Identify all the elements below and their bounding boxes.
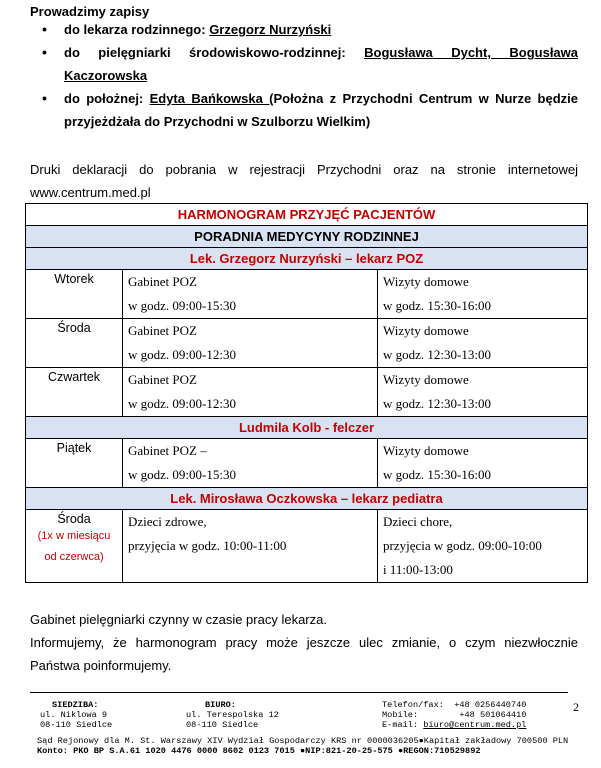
email-link[interactable]: biuro@centrum.med.pl [423, 720, 527, 730]
nurse-names: Bogusława Dycht, Bogusława [364, 45, 578, 60]
monthly-note: (1x w miesiącu [37, 530, 111, 542]
section-doctor-poz: Lek. Grzegorz Nurzyński – lekarz POZ [26, 248, 588, 270]
declarations-info: Druki deklaracji do pobrania w rejestracji Przychodni oraz na stronie internetowej www.centrum.med.pl [30, 158, 578, 204]
table-row: Środa Gabinet POZ w godz. 09:00-12:30 Wizyty domowe w godz. 12:30-13:00 [26, 319, 588, 368]
midwife-name: Edyta Bańkowska [149, 91, 263, 106]
footer-office-city: 08-110 Siedlce [186, 720, 259, 730]
table-row: Wtorek Gabinet POZ w godz. 09:00-15:30 Wizyty domowe w godz. 15:30-16:00 [26, 270, 588, 319]
footer-office-street: ul. Terespolska 12 [186, 710, 279, 720]
doctor-name: Grzegorz Nurzyński [209, 22, 332, 37]
footer-account: Konto: PKO BP S.A.61 1020 4476 0000 8602 0123 7015 ●NIP:821-20-25-575 ●REGON:710529892 [37, 746, 481, 756]
enrollment-doctor: • do lekarza rodzinnego: Grzegorz Nurzyński [30, 18, 578, 41]
footer-court: Sąd Rejonowy dla M. St. Warszawy XIV Wydział Gospodarczy KRS nr 0000036205●Kapitał zakładowy 700500 PLN [37, 736, 569, 746]
table-row: Czwartek Gabinet POZ w godz. 09:00-12:30 Wizyty domowe w godz. 12:30-13:00 [26, 368, 588, 417]
footer-hq-label: SIEDZIBA: [52, 700, 99, 710]
page-heading: Prowadzimy zapisy [30, 4, 150, 19]
schedule-table [25, 203, 588, 583]
footer-phone: Telefon/fax: +48 0256440740 [382, 700, 527, 710]
table-row: Środa (1x w miesiącu od czerwca) Dzieci zdrowe, przyjęcia w godz. 10:00-11:00 Dzieci chore, przyjęcia w godz. 09:00-10:00 i 11:00-13:00 [26, 510, 588, 583]
footer-office-label: BIURO: [205, 700, 236, 710]
section-pediatrician: Lek. Mirosława Oczkowska – lekarz pediatra [26, 488, 588, 510]
enrollment-nurse: • do pielęgniarki środowiskowo-rodzinnej: Bogusława Dycht, Bogusława Kaczorowska [30, 41, 578, 87]
closing-notes: Gabinet pielęgniarki czynny w czasie pracy lekarza. Informujemy, że harmonogram pracy może jeszcze ulec zmianie, o czym niezwłocznie Państwa poinformujemy. [30, 612, 578, 673]
footer-email: E-mail: biuro@centrum.med.pl [382, 720, 527, 730]
footer-mobile: Mobile: +48 501064410 [382, 710, 527, 720]
website-text: www.centrum.med.pl [30, 185, 151, 200]
footer-hq-street: ul. Niklowa 9 [40, 710, 108, 720]
footer-divider [30, 692, 568, 693]
clinic-name: PORADNIA MEDYCYNY RODZINNEJ [26, 226, 588, 248]
footer-hq-city: 08-110 Siedlce [40, 720, 113, 730]
enrollment-list [30, 18, 578, 133]
schedule-title: HARMONOGRAM PRZYJĘĆ PACJENTÓW [26, 204, 588, 226]
nurse-names-cont: Kaczorowska [64, 68, 148, 83]
table-row: Piątek Gabinet POZ – w godz. 09:00-15:30 Wizyty domowe w godz. 15:30-16:00 [26, 439, 588, 488]
page-number: 2 [573, 700, 579, 714]
enrollment-midwife: • do położnej: Edyta Bańkowska (Położna z Przychodni Centrum w Nurze będzie przyjeżdżała do Przychodni w Szulborzu Wielkim) [30, 87, 578, 133]
section-felczer: Ludmila Kolb - felczer [26, 417, 588, 439]
